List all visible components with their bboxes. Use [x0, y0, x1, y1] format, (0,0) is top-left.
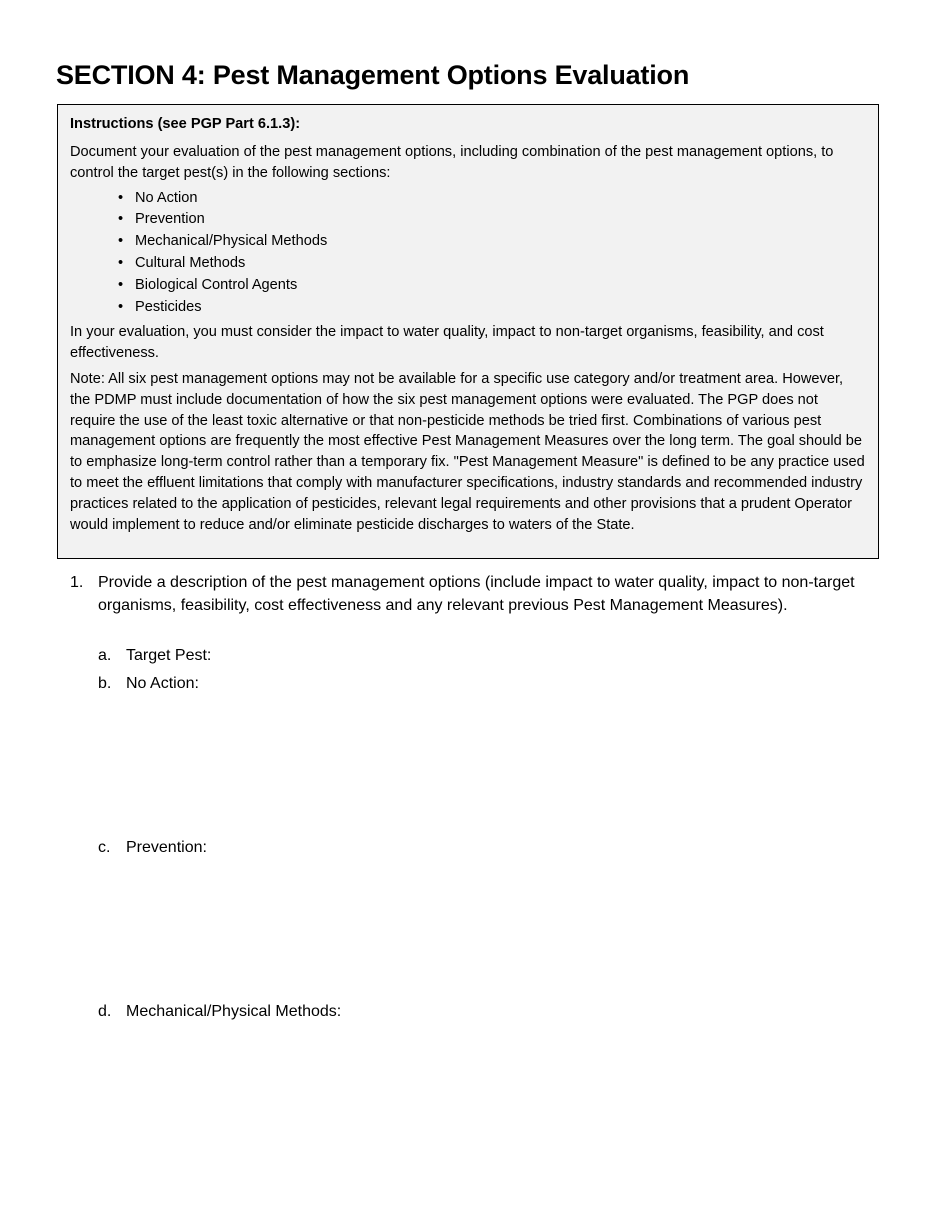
instructions-intro: Document your evaluation of the pest management options, including combination of the pest management options, to control the target pest(s) in the following sections:	[70, 144, 834, 181]
option-label: Pesticides	[135, 298, 202, 315]
question-text: Provide a description of the pest management options (include impact to water quality, impact to non-target organisms, feasibility, cost effectiveness and any relevant previous Pest Management Measures).	[98, 574, 855, 614]
options-list	[70, 188, 866, 319]
item-letter: b.	[98, 675, 112, 692]
option-item	[115, 188, 866, 210]
bullet-icon: •	[118, 254, 124, 271]
bullet-icon: •	[118, 276, 124, 293]
bullet-icon: •	[118, 211, 124, 228]
evaluation-paragraph: In your evaluation, you must consider the impact to water quality, impact to non-target organisms, feasibility, and cost effectiveness.	[70, 324, 824, 362]
section-title: SECTION 4: Pest Management Options Evaluation	[56, 60, 690, 90]
item-letter: a.	[98, 647, 112, 664]
option-item	[115, 231, 866, 253]
instructions-heading: Instructions (see PGP Part 6.1.3):	[70, 116, 301, 132]
target-pest-field[interactable]	[98, 644, 211, 667]
mechanical-physical-methods-field[interactable]	[98, 1000, 341, 1023]
option-label: Mechanical/Physical Methods	[135, 233, 328, 250]
item-label: No Action:	[126, 675, 199, 692]
option-item	[115, 209, 866, 231]
no-action-field[interactable]	[98, 672, 199, 695]
prevention-field[interactable]	[98, 836, 207, 859]
bullet-icon: •	[118, 189, 124, 206]
option-label: No Action	[135, 189, 198, 206]
option-item	[115, 275, 866, 297]
option-label: Biological Control Agents	[135, 276, 298, 293]
note-paragraph: Note: All six pest management options may not be available for a specific use category and/or treatment area. However, the PDMP must include documentation of how the six pest management options were evaluated. The PGP does not require the use of the least toxic alternative or that non-pesticide methods be tried first. Combinations of various pest management options are frequently the most effective Pest Management Measures over the long term. The goal should be to emphasize long-term control rather than a temporary fix. "Pest Management Measure" is defined to be any practice used to meet the effluent limitations that comply with manufacturer specifications, industry standards and recommended industry practices related to the application of pesticides, relevant legal requirements and other provisions that a prudent Operator would implement to reduce and/or eliminate pesticide discharges to waters of the State.	[70, 370, 865, 533]
option-item	[115, 253, 866, 275]
option-label: Cultural Methods	[135, 254, 246, 271]
option-label: Prevention	[135, 211, 205, 228]
bullet-icon: •	[118, 233, 124, 250]
item-label: Mechanical/Physical Methods:	[126, 1003, 342, 1020]
option-item	[115, 297, 866, 319]
bullet-icon: •	[118, 298, 124, 315]
instructions-box	[57, 104, 879, 559]
item-letter: c.	[98, 839, 111, 856]
item-label: Target Pest:	[126, 647, 212, 664]
item-label: Prevention:	[126, 839, 207, 856]
question-1	[70, 571, 885, 617]
question-number: 1.	[70, 574, 84, 591]
item-letter: d.	[98, 1003, 112, 1020]
